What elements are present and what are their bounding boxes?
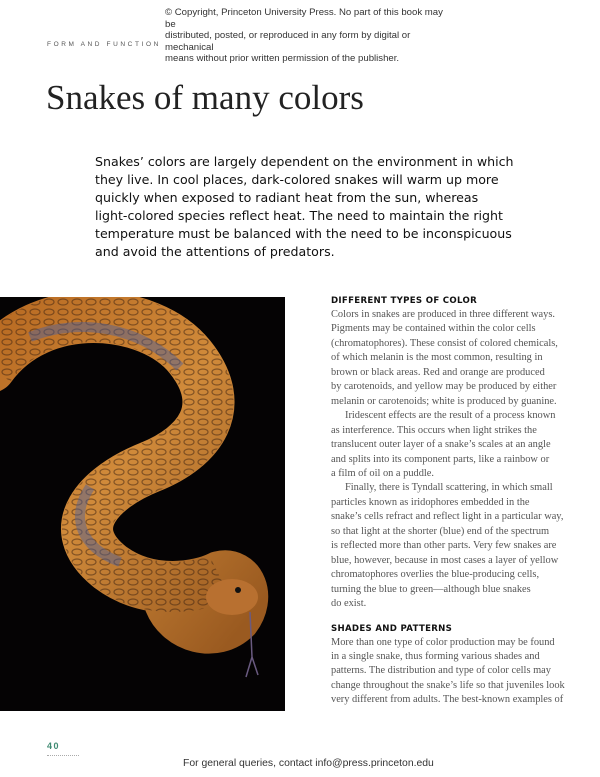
copyright-line: means without prior written permission of the publisher. bbox=[165, 53, 400, 65]
intro-line: light-colored species reflect heat. The need to maintain the right bbox=[95, 208, 503, 223]
page-number-rule bbox=[47, 755, 79, 756]
text-line: Pigments may be contained within the color cells bbox=[331, 323, 536, 335]
intro-line: they live. In cool places, dark-colored snakes will warm up more bbox=[95, 172, 499, 187]
text-line: snake’s cells refract and reflect light in a particular way, bbox=[331, 511, 564, 523]
text-line: in a single snake, thus forming various shades and bbox=[331, 650, 540, 662]
text-line: Iridescent effects are the result of a process known bbox=[345, 410, 556, 422]
text-line: turning the blue to green—although blue snakes bbox=[331, 583, 531, 595]
text-line: (chromatophores). These consist of colored chemicals, bbox=[331, 337, 558, 349]
text-line: as interference. This occurs when light strikes the bbox=[331, 424, 537, 436]
copyright-line: © Copyright, Princeton University Press. No part of this book may be bbox=[165, 7, 443, 30]
text-line: very different from adults. The best-known examples of bbox=[331, 694, 564, 706]
section-heading: SHADES AND PATTERNS bbox=[331, 623, 453, 634]
text-line: blue, however, because in most cases a layer of yellow bbox=[331, 554, 559, 566]
paragraph bbox=[331, 481, 571, 611]
text-line: by carotenoids, and yellow may be produced by either bbox=[331, 381, 557, 393]
text-line: of which melanin is the most common, resulting in bbox=[331, 352, 543, 364]
text-line: change throughout the snake’s life so that juveniles look bbox=[331, 679, 565, 691]
intro-line: and avoid the attentions of predators. bbox=[95, 244, 335, 259]
text-line: More than one type of color production may be found bbox=[331, 636, 555, 648]
snake-illustration bbox=[0, 297, 285, 711]
paragraph bbox=[331, 308, 571, 409]
text-line: do exist. bbox=[331, 598, 367, 610]
copyright-notice bbox=[165, 7, 455, 65]
body-column bbox=[331, 296, 571, 708]
paragraph bbox=[331, 636, 571, 708]
text-line: particles known as iridophores embedded in the bbox=[331, 496, 530, 508]
text-line: patterns. The distribution and type of color cells may bbox=[331, 665, 551, 677]
text-line: so that light at the shorter (blue) end of the spectrum bbox=[331, 525, 550, 537]
text-line: and splits into its component parts, like a rainbow or bbox=[331, 453, 550, 465]
page-number: 40 bbox=[47, 741, 61, 751]
text-line: is reflected more than other parts. Very few snakes are bbox=[331, 540, 557, 552]
text-line: chromatophores overlies the blue-producing cells, bbox=[331, 569, 540, 581]
snake-photo bbox=[0, 297, 285, 711]
paragraph bbox=[331, 409, 571, 481]
section-heading: DIFFERENT TYPES OF COLOR bbox=[331, 296, 477, 306]
intro-line: Snakes’ colors are largely dependent on the environment in which bbox=[95, 154, 514, 169]
section-label: FORM AND FUNCTION bbox=[47, 41, 161, 48]
footer-contact: For general queries, contact info@press.princeton.edu bbox=[183, 758, 434, 769]
text-line: translucent outer layer of a snake’s scales at an angle bbox=[331, 439, 551, 451]
intro-line: temperature must be balanced with the need to be inconspicuous bbox=[95, 226, 512, 241]
text-line: Colors in snakes are produced in three different ways. bbox=[331, 309, 556, 320]
copyright-line: distributed, posted, or reproduced in any form by digital or mechanical bbox=[165, 30, 411, 53]
intro-line: quickly when exposed to radiant heat from the sun, whereas bbox=[95, 190, 479, 205]
text-line: a film of oil on a puddle. bbox=[331, 467, 435, 479]
page-title: Snakes of many colors bbox=[46, 78, 364, 117]
text-line: melanin or carotenoids; white is produced by guanine. bbox=[331, 395, 557, 407]
intro-text bbox=[95, 153, 514, 261]
text-line: Finally, there is Tyndall scattering, in which small bbox=[345, 482, 553, 494]
text-line: brown or black areas. Red and orange are produced bbox=[331, 366, 545, 378]
